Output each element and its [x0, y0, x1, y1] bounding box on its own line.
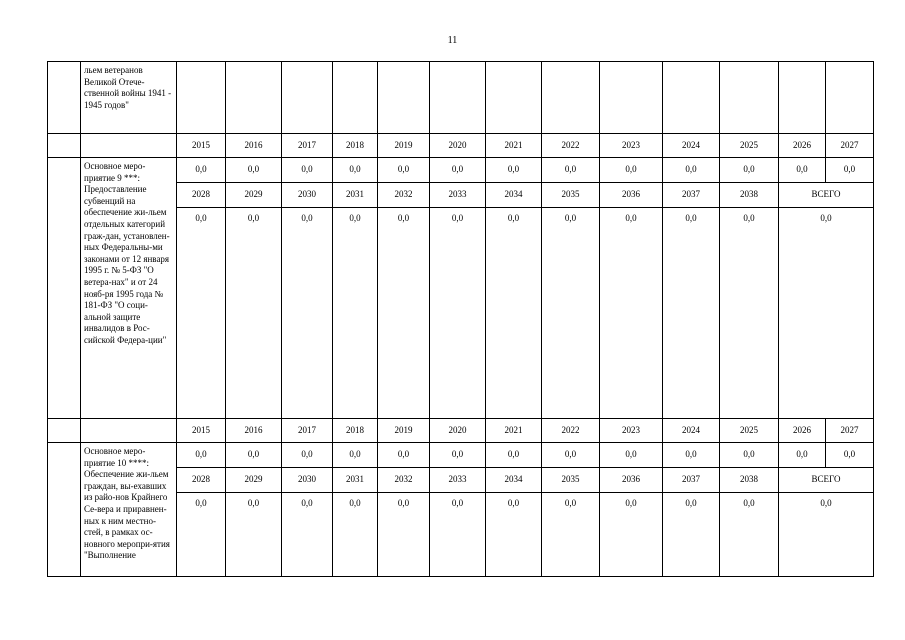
year-cell: 2015 — [177, 134, 226, 158]
value-cell: 0,0 — [663, 443, 720, 468]
year-cell: 2038 — [720, 468, 779, 493]
value-cell: 0,0 — [486, 208, 542, 419]
value-cell: 0,0 — [720, 208, 779, 419]
value-cell: 0,0 — [333, 158, 378, 183]
total-value: 0,0 — [779, 208, 874, 419]
year-cell: 2027 — [826, 134, 874, 158]
year-cell: 2031 — [333, 468, 378, 493]
value-cell: 0,0 — [430, 158, 486, 183]
values-row — [48, 443, 874, 468]
empty-cell — [333, 62, 378, 134]
empty-cell — [663, 62, 720, 134]
year-cell: 2037 — [663, 183, 720, 208]
year-cell: 2019 — [378, 419, 430, 443]
empty-cell — [48, 419, 81, 443]
year-cell: 2027 — [826, 419, 874, 443]
values-row — [48, 158, 874, 183]
year-cell: 2017 — [282, 134, 333, 158]
value-cell: 0,0 — [779, 158, 826, 183]
year-cell: 2025 — [720, 419, 779, 443]
empty-cell — [81, 134, 177, 158]
value-cell: 0,0 — [333, 208, 378, 419]
value-cell: 0,0 — [663, 158, 720, 183]
year-cell: 2038 — [720, 183, 779, 208]
empty-cell — [542, 62, 600, 134]
year-cell: 2034 — [486, 183, 542, 208]
year-cell: 2023 — [600, 419, 663, 443]
empty-cell — [81, 419, 177, 443]
year-cell: 2016 — [226, 419, 282, 443]
year-cell: 2029 — [226, 183, 282, 208]
year-cell: 2021 — [486, 134, 542, 158]
year-cell: 2036 — [600, 468, 663, 493]
empty-cell — [430, 62, 486, 134]
value-cell: 0,0 — [177, 493, 226, 577]
value-cell: 0,0 — [600, 493, 663, 577]
empty-cell — [48, 158, 81, 419]
value-cell: 0,0 — [226, 158, 282, 183]
value-cell: 0,0 — [663, 493, 720, 577]
year-cell: 2031 — [333, 183, 378, 208]
year-cell: 2035 — [542, 183, 600, 208]
empty-cell — [720, 62, 779, 134]
year-cell: 2026 — [779, 419, 826, 443]
total-value: 0,0 — [779, 493, 874, 577]
value-cell: 0,0 — [378, 493, 430, 577]
year-cell: 2034 — [486, 468, 542, 493]
year-cell: 2024 — [663, 419, 720, 443]
empty-cell — [48, 134, 81, 158]
empty-cell — [282, 62, 333, 134]
value-cell: 0,0 — [333, 493, 378, 577]
year-cell: 2028 — [177, 183, 226, 208]
year-cell: 2018 — [333, 134, 378, 158]
year-cell: 2020 — [430, 134, 486, 158]
value-cell: 0,0 — [282, 493, 333, 577]
funding-table — [47, 61, 874, 577]
year-cell: 2020 — [430, 419, 486, 443]
value-cell: 0,0 — [486, 443, 542, 468]
value-cell: 0,0 — [430, 443, 486, 468]
value-cell: 0,0 — [282, 158, 333, 183]
year-cell: 2029 — [226, 468, 282, 493]
value-cell: 0,0 — [542, 208, 600, 419]
value-cell: 0,0 — [600, 158, 663, 183]
year-cell: 2033 — [430, 468, 486, 493]
year-cell: 2028 — [177, 468, 226, 493]
year-cell: 2017 — [282, 419, 333, 443]
table-row — [48, 62, 874, 134]
empty-cell — [226, 62, 282, 134]
year-cell: 2019 — [378, 134, 430, 158]
value-cell: 0,0 — [333, 443, 378, 468]
measure-description: Основное меро-приятие 9 ***: Предоставление субвенций на обеспечение жи-льем отдельных категорий граж-дан, установлен-ных Федеральны-ми законами от 12 января 1995 г. № 5-ФЗ "О ветера-нах" и от 24 нояб-ря 1995 года № 181-ФЗ "О соци-альной защите инвалидов в Рос-сийской Федера-ции" — [81, 158, 177, 419]
value-cell: 0,0 — [226, 443, 282, 468]
empty-cell — [600, 62, 663, 134]
value-cell: 0,0 — [430, 208, 486, 419]
value-cell: 0,0 — [226, 493, 282, 577]
value-cell: 0,0 — [226, 208, 282, 419]
value-cell: 0,0 — [542, 493, 600, 577]
value-cell: 0,0 — [542, 158, 600, 183]
value-cell: 0,0 — [826, 443, 874, 468]
year-cell: 2022 — [542, 419, 600, 443]
year-header-row — [48, 134, 874, 158]
year-cell: 2016 — [226, 134, 282, 158]
year-cell: 2015 — [177, 419, 226, 443]
value-cell: 0,0 — [378, 158, 430, 183]
year-cell: 2032 — [378, 183, 430, 208]
page-number: 11 — [447, 35, 458, 46]
value-cell: 0,0 — [430, 493, 486, 577]
empty-cell — [779, 62, 826, 134]
measure-description: Основное меро-приятие 10 ****: Обеспечение жи-льем граждан, вы-ехавших из райо-нов Крайнего Се-вера и приравнен-ных к ним местно-стей, в рамках ос-новного меропри-ятия "Выполнение — [81, 443, 177, 577]
empty-cell — [826, 62, 874, 134]
year-cell: 2032 — [378, 468, 430, 493]
value-cell: 0,0 — [486, 493, 542, 577]
value-cell: 0,0 — [282, 208, 333, 419]
total-label: ВСЕГО — [779, 183, 874, 208]
year-header-row — [48, 419, 874, 443]
year-cell: 2018 — [333, 419, 378, 443]
value-cell: 0,0 — [542, 443, 600, 468]
empty-cell — [48, 62, 81, 134]
value-cell: 0,0 — [177, 443, 226, 468]
value-cell: 0,0 — [826, 158, 874, 183]
value-cell: 0,0 — [177, 158, 226, 183]
year-cell: 2030 — [282, 468, 333, 493]
value-cell: 0,0 — [282, 443, 333, 468]
value-cell: 0,0 — [663, 208, 720, 419]
year-cell: 2026 — [779, 134, 826, 158]
year-cell: 2036 — [600, 183, 663, 208]
year-cell: 2021 — [486, 419, 542, 443]
value-cell: 0,0 — [378, 208, 430, 419]
empty-cell — [486, 62, 542, 134]
value-cell: 0,0 — [600, 208, 663, 419]
value-cell: 0,0 — [779, 443, 826, 468]
year-cell: 2024 — [663, 134, 720, 158]
value-cell: 0,0 — [720, 443, 779, 468]
year-cell: 2025 — [720, 134, 779, 158]
year-cell: 2023 — [600, 134, 663, 158]
value-cell: 0,0 — [720, 158, 779, 183]
empty-cell — [177, 62, 226, 134]
value-cell: 0,0 — [720, 493, 779, 577]
empty-cell — [378, 62, 430, 134]
value-cell: 0,0 — [486, 158, 542, 183]
year-cell: 2035 — [542, 468, 600, 493]
year-cell: 2022 — [542, 134, 600, 158]
year-cell: 2033 — [430, 183, 486, 208]
empty-cell — [48, 443, 81, 577]
value-cell: 0,0 — [378, 443, 430, 468]
value-cell: 0,0 — [600, 443, 663, 468]
year-cell: 2030 — [282, 183, 333, 208]
year-cell: 2037 — [663, 468, 720, 493]
value-cell: 0,0 — [177, 208, 226, 419]
measure-description-cont: льем ветеранов Великой Отече-ственной войны 1941 - 1945 годов" — [81, 62, 177, 134]
total-label: ВСЕГО — [779, 468, 874, 493]
